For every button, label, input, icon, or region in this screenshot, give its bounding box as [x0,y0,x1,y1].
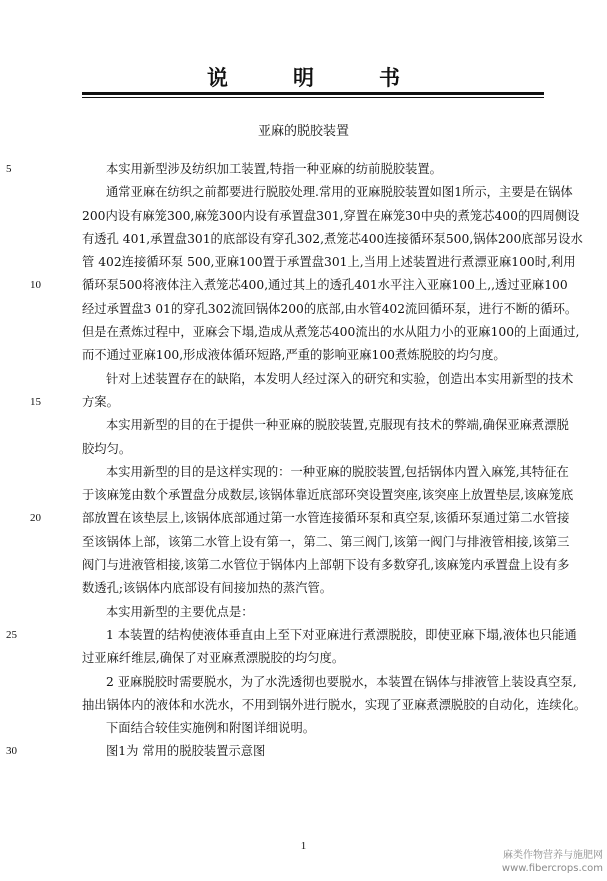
line-text: 2 亚麻脱胶时需要脱水，为了水洗透彻也要脱水，本装置在锅体与排液管上装设真空泵, [106,674,577,689]
text-line [82,554,570,577]
text-line [82,717,544,740]
text-line [82,298,578,321]
line-text: 但是在煮炼过程中，亚麻会下塌,造成从煮笼芯400流出的水从阻力小的亚麻100的上面通过, [82,325,580,340]
line-number: 30 [6,745,17,758]
text-line [82,205,580,228]
document-body [6,158,587,764]
line-text: 抽出锅体内的液体和水洗水，不用到锅外进行脱水，实现了亚麻煮漂脱胶的自动化，连续化。 [82,697,587,712]
line-text: 针对上述装置存在的缺陷，本发明人经过深入的研究和实验，创造出本实用新型的技术 [106,371,574,386]
line-text: 方案。 [82,394,119,409]
text-line [82,368,574,391]
text-line [30,507,570,530]
line-text: 本实用新型的目的是这样实现的：一种亚麻的脱胶装置,包括锅体内置入麻笼,其特征在 [106,464,569,479]
line-text: 有透孔 401,承置盘301的底部设有穿孔302,煮笼芯400连接循环泵500,锅体200底部另设水 [82,231,583,246]
watermark-site-name: 麻类作物营养与施肥网 [503,850,603,861]
line-text: 通常亚麻在纺织之前都要进行脱胶处理.常用的亚麻脱胶装置如图1所示，主要是在锅体 [106,185,573,200]
line-text: 阀门与进液管相接,该第二水管位于锅体内上部朝下设有多数穿孔,该麻笼内承置盘上设有多 [82,558,570,573]
text-line [82,601,544,624]
text-line [82,577,544,600]
text-line [6,158,544,181]
text-line [82,531,570,554]
title-rule-thin [82,97,544,98]
line-text: 经过承置盘3 01的穿孔302流回锅体200的底部,由水管402流回循环泵，进行不断的循环。 [82,301,578,316]
text-line [82,694,587,717]
line-number: 10 [30,279,41,292]
text-line [82,321,580,344]
page-title: 说 明 书 [207,65,422,90]
text-line [30,274,568,297]
text-line [6,740,544,763]
text-line [82,671,577,694]
text-line [82,181,573,204]
line-number: 20 [30,512,41,525]
line-text: 1 本装置的结构使液体垂直由上至下对亚麻进行煮漂脱胶，即使亚麻下塌,液体也只能通 [106,627,577,642]
line-text: 200内设有麻笼300,麻笼300内设有承置盘301,穿置在麻笼30中央的煮笼芯400的四周侧设 [82,208,580,223]
text-line [82,438,544,461]
text-line [82,461,569,484]
line-text: 至该锅体上部，该第二水管上设有第一，第二、第三阀门,该第一阀门与排液管相接,该第三 [82,534,570,549]
text-line [82,647,544,670]
text-line [30,391,544,414]
text-line [82,484,574,507]
text-line [6,624,577,647]
line-text: 胶均匀。 [82,441,132,456]
line-text: 管 402连接循环泵 500,亚麻100置于承置盘301上,当用上述装置进行煮漂亚麻100时,利用 [82,255,576,270]
watermark-site-url: www.fibercrops.com [501,863,603,874]
title-rule-thick [82,92,544,95]
line-text: 本实用新型涉及纺织加工装置,特指一种亚麻的纺前脱胶装置。 [106,162,442,176]
line-number: 15 [30,395,41,408]
line-text: 本实用新型的主要优点是： [106,604,254,619]
line-text: 图1为 常用的脱胶装置示意图 [106,744,266,759]
text-line [82,251,576,274]
text-line [82,344,544,367]
text-line [82,228,583,251]
page-number: 1 [300,840,307,852]
line-text: 而不通过亚麻100,形成液体循环短路,严重的影响亚麻100煮炼脱胶的均匀度。 [82,348,506,363]
line-text: 本实用新型的目的在于提供一种亚麻的脱胶装置,克服现有技术的弊端,确保亚麻煮漂脱 [106,418,569,433]
site-watermark [443,849,603,875]
line-text: 数透孔;该锅体内底部设有间接加热的蒸汽管。 [82,581,333,596]
line-number: 5 [6,163,12,175]
text-line [82,414,569,437]
document-subtitle: 亚麻的脱胶装置 [257,124,349,139]
line-number: 25 [6,628,17,641]
line-text: 部放置在该垫层上,该锅体底部通过第一水管连接循环泵和真空泵,该循环泵通过第二水管接 [82,511,570,526]
line-text: 循环泵500将液体注入煮笼芯400,通过其上的透孔401水平注入亚麻100上,,透过亚麻100 [82,278,568,293]
line-text: 下面结合较佳实施例和附图详细说明。 [106,721,316,736]
line-text: 于该麻笼由数个承置盘分成数层,该锅体靠近底部环突设置突座,该突座上放置垫层,该麻笼底 [82,488,574,503]
line-text: 过亚麻纤维层,确保了对亚麻煮漂脱胶的均匀度。 [82,651,345,666]
